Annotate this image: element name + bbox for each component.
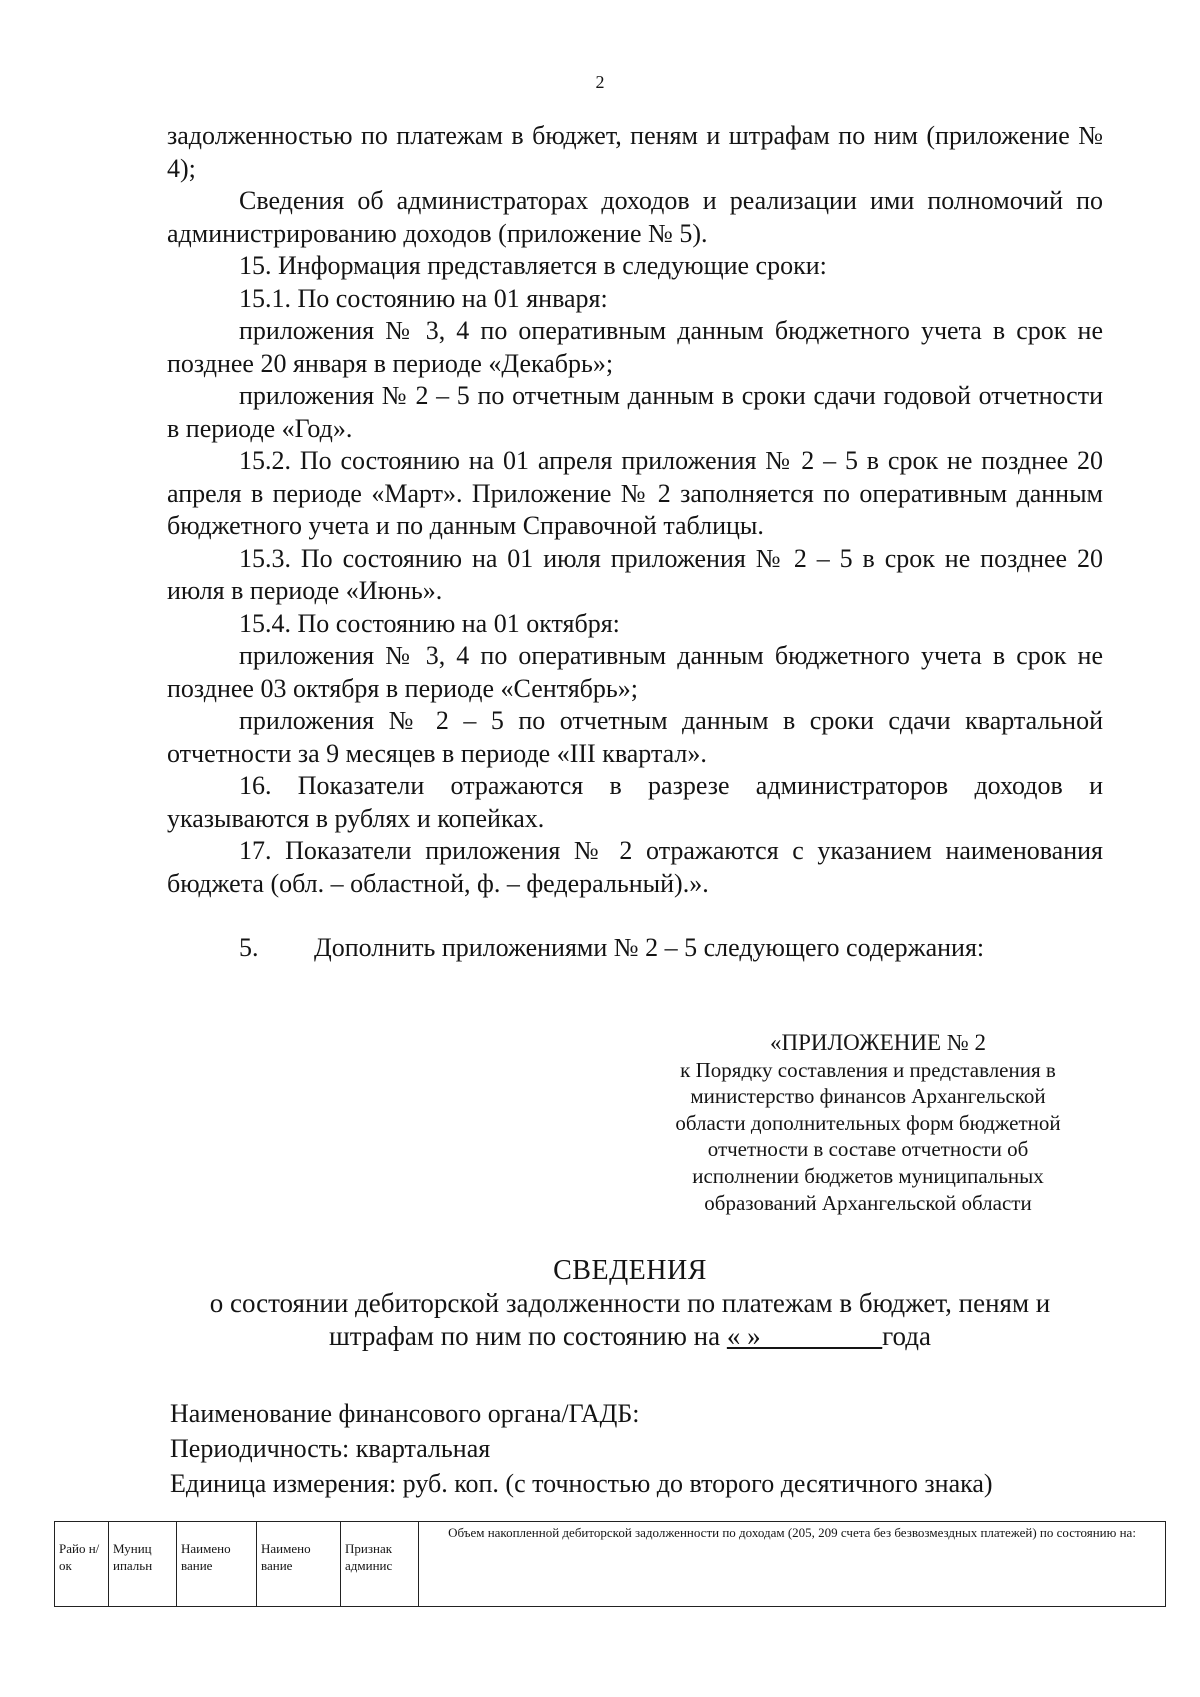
- body-text: [167, 120, 1103, 965]
- paragraph: 15.1. По состоянию на 01 января:: [239, 283, 608, 313]
- table-header-cell: Наимено вание: [177, 1522, 257, 1607]
- subtitle-end: года: [882, 1321, 931, 1351]
- report-subtitle-line: [160, 1320, 1100, 1353]
- table-header-cell: Признак админис: [341, 1522, 419, 1607]
- table-header-cell: Наимено вание: [257, 1522, 341, 1607]
- paragraph: 16. Показатели отражаются в разрезе администраторов доходов и указываются в рублях и копейках.: [167, 771, 1103, 833]
- report-subtitle-line: о состоянии дебиторской задолженности по платежам в бюджет, пеням и: [209, 1288, 1051, 1318]
- table-header-row: [55, 1522, 1166, 1607]
- page-number: 2: [595, 72, 605, 92]
- report-table: [54, 1521, 1166, 1607]
- appendix-line: отчетности в составе отчетности об: [707, 1137, 1029, 1162]
- appendix-line: к Порядку составления и представления в: [680, 1057, 1056, 1082]
- paragraph: приложения № 3, 4 по оперативным данным бюджетного учета в срок не позднее 03 октября в периоде «Сентябрь»;: [167, 641, 1103, 703]
- appendix-block: [630, 1030, 1106, 1216]
- paragraph: приложения № 2 – 5 по отчетным данным в сроки сдачи квартальной отчетности за 9 месяцев в периоде «III квартал».: [167, 706, 1103, 768]
- paragraph: 15.4. По состоянию на 01 октября:: [239, 608, 620, 638]
- appendix-line: области дополнительных форм бюджетной: [675, 1110, 1061, 1135]
- unit-label: Единица измерения: руб. коп. (с точностью до второго десятичного знака): [170, 1469, 993, 1498]
- date-placeholder: « »_________: [726, 1321, 883, 1351]
- paragraph: Сведения об администраторах доходов и реализации ими полномочий по администрированию доходов (приложение № 5).: [167, 186, 1103, 248]
- subtitle-start: штрафам по ним по состоянию на: [329, 1321, 727, 1351]
- paragraph: 15.2. По состоянию на 01 апреля приложения № 2 – 5 в срок не позднее 20 апреля в периоде «Март». Приложение № 2 заполняется по оперативным данным бюджетного учета и по данным Справочной таблицы.: [167, 446, 1103, 540]
- item-5-number: 5.: [239, 933, 259, 962]
- table-header-cell: Райо н/ок: [55, 1522, 109, 1607]
- report-heading: СВЕДЕНИЯ: [553, 1255, 707, 1286]
- item-5: [167, 932, 1103, 965]
- item-5-text: Дополнить приложениями № 2 – 5 следующего содержания:: [314, 933, 985, 962]
- appendix-line: исполнении бюджетов муниципальных: [692, 1163, 1044, 1188]
- paragraph: приложения № 3, 4 по оперативным данным бюджетного учета в срок не позднее 20 января в периоде «Декабрь»;: [167, 316, 1103, 378]
- paragraph: 15.3. По состоянию на 01 июля приложения № 2 – 5 в срок не позднее 20 июля в периоде «Июнь».: [167, 543, 1103, 605]
- paragraph: 15. Информация представляется в следующие сроки:: [239, 251, 827, 280]
- appendix-line: министерство финансов Архангельской: [690, 1084, 1046, 1109]
- fin-organ-label: Наименование финансового органа/ГАДБ:: [170, 1399, 640, 1428]
- paragraph: задолженностью по платежам в бюджет, пеням и штрафам по ним (приложение № 4);: [167, 121, 1103, 183]
- periodicity-label: Периодичность: квартальная: [170, 1434, 491, 1463]
- appendix-title: «ПРИЛОЖЕНИЕ № 2: [770, 1030, 987, 1055]
- report-meta: [170, 1396, 1110, 1501]
- report-title-block: [160, 1254, 1100, 1353]
- table-header-cell: Муниц ипальн: [109, 1522, 177, 1607]
- table-wide-header: Объем накопленной дебиторской задолженности по доходам (205, 209 счета без безвозмездных платежей) по состоянию на:: [419, 1522, 1166, 1607]
- paragraph: 17. Показатели приложения № 2 отражаются с указанием наименования бюджета (обл. – областной, ф. – федеральный).».: [167, 836, 1103, 898]
- paragraph: приложения № 2 – 5 по отчетным данным в сроки сдачи годовой отчетности в периоде «Год».: [167, 381, 1103, 443]
- appendix-line: образований Архангельской области: [704, 1190, 1032, 1215]
